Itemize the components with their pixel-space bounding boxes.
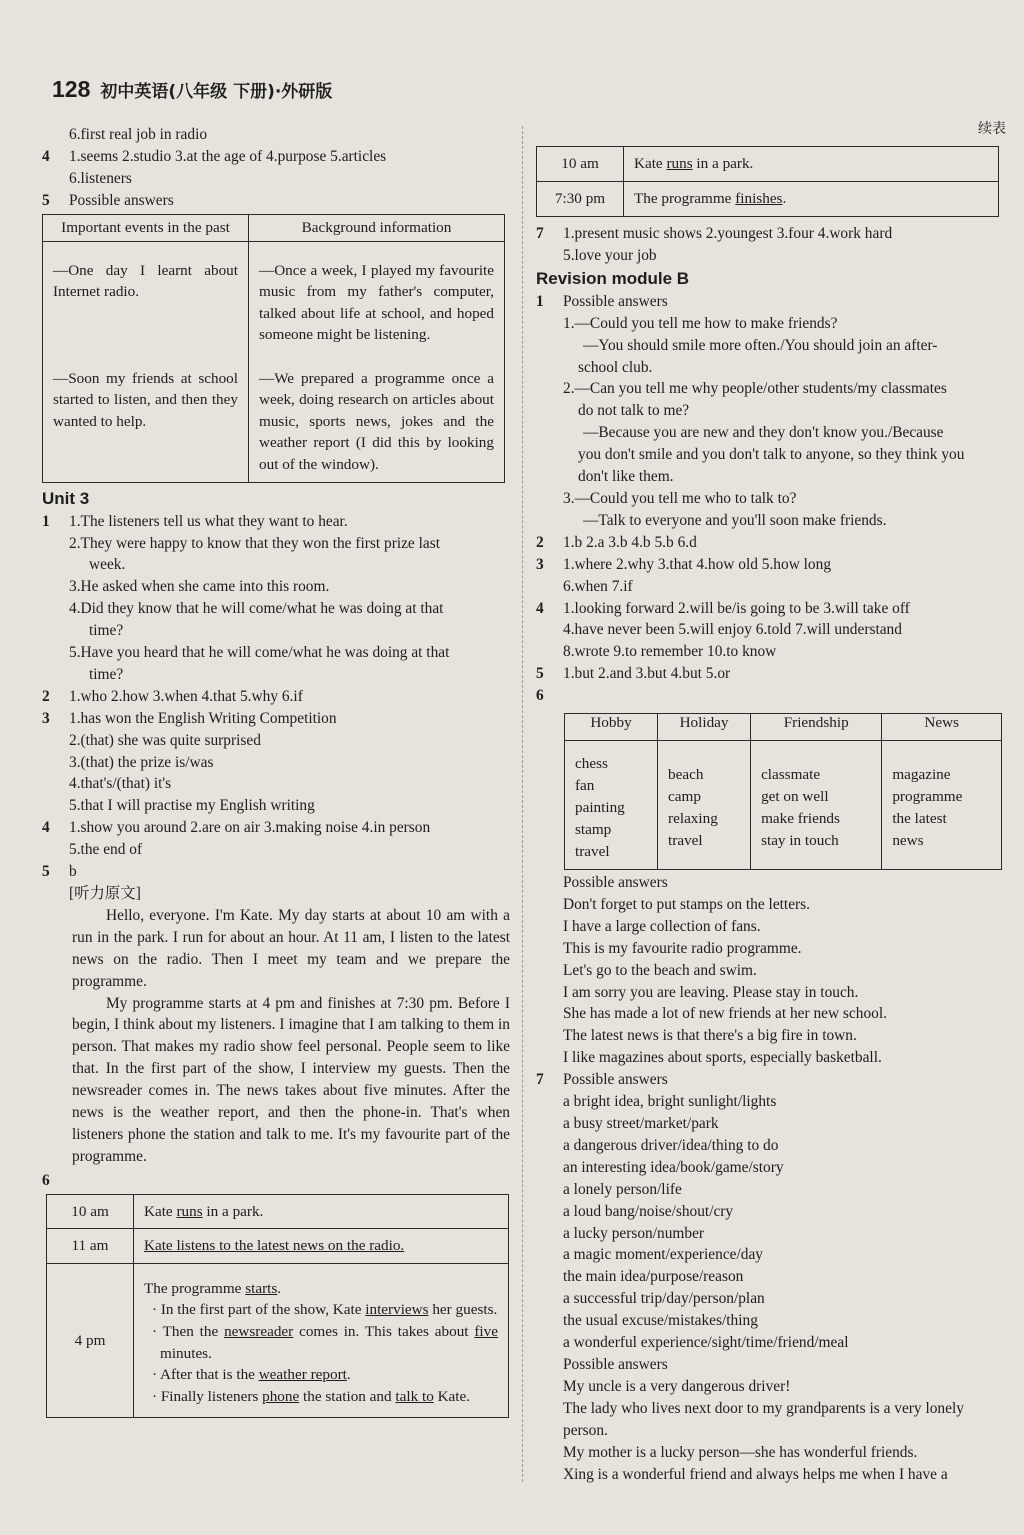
question-5: 5 Possible answers: [42, 191, 174, 209]
answer-line: the usual excuse/mistakes/thing: [563, 1312, 758, 1330]
answer-line: a busy street/market/park: [563, 1115, 719, 1132]
section-title-unit3: Unit 3: [42, 488, 90, 508]
answer-line: My mother is a lucky person—she has wonderful friends.: [563, 1443, 918, 1461]
answer-line: you don't smile and you don't talk to anyone, so they think you: [578, 446, 965, 464]
answer-line: a lucky person/number: [563, 1224, 705, 1242]
answer-line: person.: [563, 1421, 608, 1439]
answer-line: a successful trip/day/person/plan: [563, 1290, 765, 1308]
question-5: 5 b: [42, 863, 77, 881]
category-table: [564, 713, 1002, 870]
answer-line: the main idea/purpose/reason: [563, 1268, 744, 1286]
answer-line: 6.when 7.if: [563, 577, 633, 595]
answer-line: The latest news is that there's a big fire in town.: [563, 1027, 857, 1045]
answer-line: I like magazines about sports, especially basketball.: [563, 1049, 882, 1067]
table-cell: chess fan painting stamp travel: [565, 741, 658, 870]
question-7: 7 1.present music shows 2.youngest 3.four 4.work hard: [536, 225, 893, 242]
answer-line: 5.love your job: [563, 246, 657, 264]
question-1: 1 Possible answers: [536, 292, 668, 310]
time-cell: 10 am: [47, 1194, 134, 1229]
answer-line: Possible answers: [563, 1355, 668, 1373]
answer-line: 3.(that) the prize is/was: [69, 753, 214, 771]
answer-line: 2.They were happy to know that they won the first prize last: [69, 534, 440, 552]
answer-line: Xing is a wonderful friend and always helps me when I have a: [563, 1465, 948, 1483]
answer-line: don't like them.: [578, 468, 674, 486]
table-header: Holiday: [658, 714, 751, 741]
q6-sentences: [536, 872, 1006, 1069]
answer-line: 8.wrote 9.to remember 10.to know: [563, 643, 777, 661]
question-6: 6: [536, 687, 544, 705]
answer-line: 1.—Could you tell me how to make friends?: [563, 314, 838, 332]
question-2: 2 1.who 2.how 3.when 4.that 5.why 6.if: [42, 687, 303, 705]
question-4: 4 1.seems 2.studio 3.at the age of 4.purpose 5.articles: [42, 147, 387, 165]
answer-line: I have a large collection of fans.: [563, 917, 761, 935]
listening-script-para1: Hello, everyone. I'm Kate. My day starts at about 10 am with a run in the park. I run for about an hour. At 11 am, I listen to the latest news on the radio. Then I meet my team and we prepare the programme.: [72, 906, 510, 990]
time-cell: 11 am: [47, 1229, 134, 1264]
answer-line: My uncle is a very dangerous driver!: [563, 1377, 791, 1395]
events-table: [42, 214, 505, 483]
question-3: 3 1.has won the English Writing Competition: [42, 709, 337, 727]
answer-line: time?: [89, 622, 124, 640]
table-header: News: [882, 714, 1002, 741]
answer-line: I am sorry you are leaving. Please stay in touch.: [563, 983, 859, 1001]
answer-line: 6.listeners: [69, 169, 132, 187]
table-header: Background information: [249, 214, 505, 241]
time-cell: 7:30 pm: [537, 182, 624, 217]
time-cell: 10 am: [537, 147, 624, 182]
answer-line: a dangerous driver/idea/thing to do: [563, 1136, 779, 1154]
answer-line: 6.first real job in radio: [69, 126, 208, 143]
answer-line: The lady who lives next door to my grandparents is a very lonely: [563, 1399, 964, 1417]
column-divider: [522, 126, 523, 1482]
answer-line: do not talk to me?: [578, 402, 690, 420]
table-cell: classmate get on well make friends stay in touch: [751, 741, 882, 870]
answer-line: a wonderful experience/sight/time/friend/meal: [563, 1334, 849, 1352]
answer-line: a bright idea, bright sunlight/lights: [563, 1093, 777, 1111]
script-label: [听力原文]: [69, 885, 141, 902]
answer-line: week.: [89, 556, 126, 574]
time-cell: 4 pm: [47, 1263, 134, 1418]
activity-cell: The programme starts. · In the first part of the show, Kate interviews her guests. · Then the newsreader comes in. This takes about five minutes. · After that is the weather report. · Finally listeners phone the station and talk to Kate.: [134, 1263, 509, 1418]
answer-line: Possible answers: [563, 874, 668, 892]
answer-line: Don't forget to put stamps on the letters.: [563, 895, 810, 913]
question-6: 6: [42, 1171, 50, 1189]
activity-cell: Kate listens to the latest news on the radio.: [134, 1229, 509, 1264]
answer-line: 5.that I will practise my English writing: [69, 797, 315, 815]
answer-line: a lonely person/life: [563, 1180, 682, 1198]
left-column: [42, 124, 510, 1418]
answer-line: 3.—Could you tell me who to talk to?: [563, 489, 797, 507]
table-cell: magazine programme the latest news: [882, 741, 1002, 870]
table-header: Important events in the past: [43, 214, 249, 241]
answer-line: 2.—Can you tell me why people/other students/my classmates: [563, 380, 947, 398]
question-2: 2 1.b 2.a 3.b 4.b 5.b 6.d: [536, 533, 697, 551]
answer-line: —Talk to everyone and you'll soon make friends.: [583, 511, 887, 529]
section-title-revb: Revision module B: [536, 268, 690, 288]
answer-line: 5.the end of: [69, 841, 143, 859]
answer-line: Let's go to the beach and swim.: [563, 961, 757, 979]
answer-line: 4.that's/(that) it's: [69, 775, 172, 793]
continued-table: [536, 146, 999, 217]
book-title: 初中英语(八年级 下册)·外研版: [100, 82, 333, 102]
answer-line: school club.: [578, 358, 653, 376]
answer-line: 5.Have you heard that he will come/what he was doing at that: [69, 644, 450, 662]
table-cell: —One day I learnt about Internet radio. —Soon my friends at school started to listen, and then they wanted to help.: [43, 241, 249, 482]
page-number: 128: [52, 76, 91, 102]
answer-line: —Because you are new and they don't know you./Because: [583, 424, 944, 442]
schedule-table: [46, 1194, 509, 1419]
answer-line: 4.Did they know that he will come/what he was doing at that: [69, 600, 444, 618]
question-5: 5 1.but 2.and 3.but 4.but 5.or: [536, 665, 731, 683]
question-1: 1 1.The listeners tell us what they want to hear.: [42, 512, 348, 530]
activity-cell: The programme finishes.: [624, 182, 999, 217]
right-column: [536, 118, 1006, 1485]
activity-cell: Kate runs in a park.: [134, 1194, 509, 1229]
question-4: 4 1.show you around 2.are on air 3.making noise 4.in person: [42, 819, 431, 837]
question-7: 7 Possible answers: [536, 1071, 668, 1089]
answer-line: This is my favourite radio programme.: [563, 939, 802, 957]
table-header: Hobby: [565, 714, 658, 741]
table-cell: beach camp relaxing travel: [658, 741, 751, 870]
continued-label: 续表: [978, 121, 1006, 137]
answer-line: She has made a lot of new friends at her new school.: [563, 1005, 887, 1023]
answer-line: 2.(that) she was quite surprised: [69, 731, 261, 749]
answer-line: 3.He asked when she came into this room.: [69, 578, 330, 596]
activity-cell: Kate runs in a park.: [624, 147, 999, 182]
answer-line: —You should smile more often./You should join an after-: [583, 336, 938, 354]
answer-line: time?: [89, 665, 124, 683]
answer-line: 4.have never been 5.will enjoy 6.told 7.will understand: [563, 621, 902, 639]
question-3: 3 1.where 2.why 3.that 4.how old 5.how long: [536, 555, 832, 573]
page-header: [52, 76, 332, 104]
table-cell: —Once a week, I played my favourite music from my father's computer, talked about life at school, and hoped someone might be listening. —We prepared a programme once a week, doing research on articles about music, sports news, jokes and the weather report (I did this by looking out of the window).: [249, 241, 505, 482]
table-header: Friendship: [751, 714, 882, 741]
answer-line: an interesting idea/book/game/story: [563, 1158, 784, 1176]
answer-line: a loud bang/noise/shout/cry: [563, 1202, 734, 1220]
answer-line: a magic moment/experience/day: [563, 1246, 763, 1264]
listening-script-para2: My programme starts at 4 pm and finishes at 7:30 pm. Before I begin, I think about my listeners. I imagine that I am talking to them in person. That makes my radio show feel personal. People seem to like that. In the first part of the show, I interview my guests. Then the newsreader comes in. The news takes about five minutes. After the news is the weather report, and then the phone-in. That's when listeners phone the station and talk to me. It's my favourite part of the programme.: [72, 994, 510, 1165]
question-4: 4 1.looking forward 2.will be/is going to be 3.will take off: [536, 599, 910, 617]
